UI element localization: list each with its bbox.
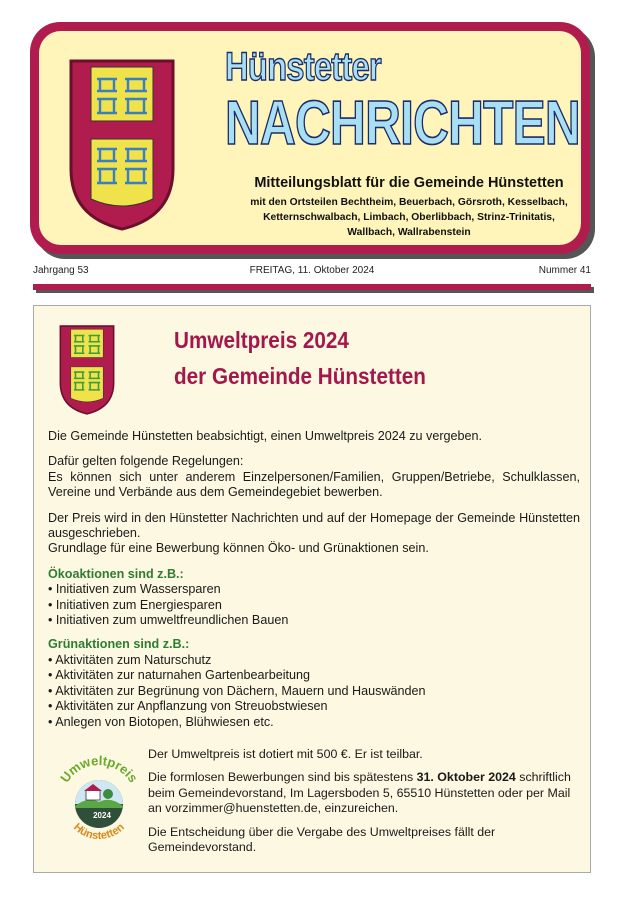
gruen-heading: Grünaktionen sind z.B.: — [48, 637, 190, 652]
award-details — [148, 747, 580, 863]
article-publish — [48, 511, 580, 557]
ortsteile-line: mit den Ortsteilen Bechtheim, Beuerbach, Görsroth, Kesselbach, — [250, 197, 568, 208]
coat-of-arms-icon — [67, 57, 177, 233]
deadline-date: 31. Oktober 2024 — [416, 770, 516, 785]
article-umweltpreis — [33, 305, 591, 873]
rules-text: Es können sich unter anderem Einzelpersonen/Familien, Gruppen/Betriebe, Schulklassen, Vereine und Verbände aus dem Gemeindegebiet bewerben. — [48, 469, 580, 500]
list-item: • Aktivitäten zur Anpflanzung von Streuobstwiesen — [48, 699, 580, 714]
masthead-title-line1: Hünstetter — [225, 45, 381, 89]
logo-text-top: Umweltpreis — [57, 752, 141, 786]
article-title — [174, 322, 426, 394]
article-title-line1: Umweltpreis 2024 — [174, 327, 349, 353]
masthead-title-line2: NACHRICHTEN — [225, 89, 580, 158]
deadline-paragraph — [148, 770, 580, 816]
umweltpreis-logo — [48, 746, 150, 848]
list-item: • Initiativen zum umweltfreundlichen Bauen — [48, 613, 580, 628]
list-item: • Anlegen von Biotopen, Blühwiesen etc. — [48, 715, 580, 730]
deadline-post: schriftlich beim Gemeindevorstand, Im Lagersboden 5, 65510 Hünstetten oder per Mail an vorzimmer@huenstetten.de, einzureichen. — [148, 770, 571, 816]
list-item: • Aktivitäten zum Naturschutz — [48, 653, 580, 668]
oeko-list — [48, 582, 580, 628]
logo-year: 2024 — [93, 811, 111, 820]
masthead-subtitle: Mitteilungsblatt für die Gemeinde Hünstetten — [254, 175, 564, 191]
list-item: • Initiativen zum Energiesparen — [48, 598, 580, 613]
issue-volume: Jahrgang 53 — [33, 265, 89, 276]
issue-number: Nummer 41 — [538, 265, 591, 276]
header-divider — [33, 284, 591, 290]
article-intro: Die Gemeinde Hünstetten beabsichtigt, einen Umweltpreis 2024 zu vergeben. — [48, 429, 483, 443]
rules-heading: Dafür gelten folgende Regelungen: — [48, 454, 244, 469]
article-rules — [48, 454, 580, 500]
list-item: • Aktivitäten zur naturnahen Gartenbearbeitung — [48, 668, 580, 683]
ortsteile-line: Ketternschwalbach, Limbach, Oberlibbach, Strinz-Trinitatis, — [263, 212, 555, 223]
issue-line — [33, 265, 591, 279]
issue-date: FREITAG, 11. Oktober 2024 — [249, 265, 375, 276]
masthead-panel — [39, 31, 581, 245]
article-title-line2: der Gemeinde Hünstetten — [174, 363, 426, 389]
deadline-pre: Die formlosen Bewerbungen sind bis spätestens — [148, 770, 417, 785]
prize-amount: Der Umweltpreis ist dotiert mit 500 €. Er ist teilbar. — [148, 747, 423, 761]
ortsteile-line: Wallbach, Wallrabenstein — [347, 227, 471, 238]
oeko-heading: Ökoaktionen sind z.B.: — [48, 566, 184, 581]
list-item: • Initiativen zum Wassersparen — [48, 582, 580, 597]
decision-text: Die Entscheidung über die Vergabe des Umweltpreises fällt der Gemeindevorstand. — [148, 824, 496, 855]
article-body — [48, 429, 580, 739]
masthead-ortsteile — [239, 195, 579, 240]
gruen-list — [48, 653, 580, 730]
logo-text-bottom: Hünstetten — [71, 821, 127, 843]
publish-text: Der Preis wird in den Hünstetter Nachrichten und auf der Homepage der Gemeinde Hünstetten ausgeschrieben. — [48, 510, 580, 541]
publish-basis: Grundlage für eine Bewerbung können Öko- und Grünaktionen sein. — [48, 541, 429, 556]
masthead — [30, 22, 590, 254]
list-item: • Aktivitäten zur Begrünung von Dächern, Mauern und Hauswänden — [48, 684, 580, 699]
coat-of-arms-icon — [54, 324, 120, 416]
